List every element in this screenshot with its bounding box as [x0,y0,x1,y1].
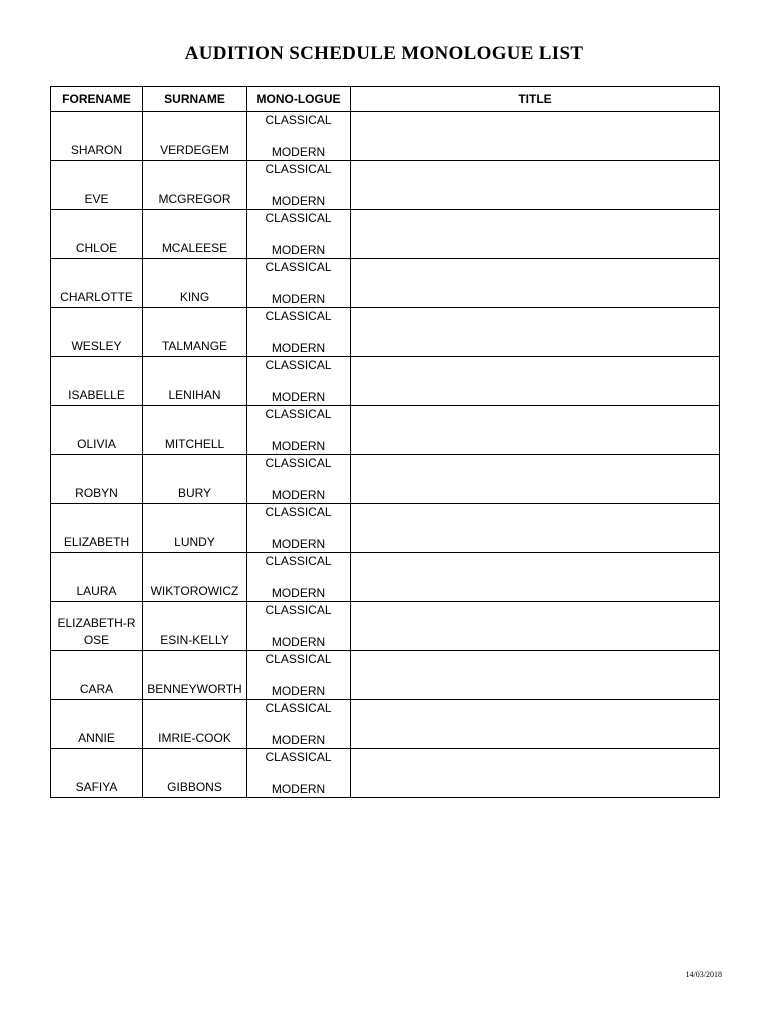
surname-text: BENNEYWORTH [147,682,242,696]
table-row [51,112,720,161]
modern-label: MODERN [271,243,326,257]
table-row [51,357,720,406]
surname-cell [143,210,247,259]
forename-cell [51,210,143,259]
title-cell [351,308,720,357]
table-row [51,308,720,357]
title-cell [351,602,720,651]
document-date: 14/03/2018 [685,970,722,979]
modern-label: MODERN [271,782,326,796]
forename-cell [51,602,143,651]
monologue-cell [247,602,351,651]
title-cell [351,259,720,308]
table-row [51,602,720,651]
table-row [51,504,720,553]
classical-label: CLASSICAL [265,309,332,323]
surname-text: LUNDY [174,535,215,549]
surname-text: ESIN-KELLY [160,633,229,647]
monologue-cell [247,308,351,357]
surname-text: GIBBONS [167,780,222,794]
monologue-cell [247,749,351,798]
classical-label: CLASSICAL [265,554,332,568]
title-cell [351,504,720,553]
monologue-cell [247,210,351,259]
surname-text: BURY [177,486,212,500]
table-body [51,112,720,798]
forename-text: SAFIYA [75,780,118,794]
surname-cell [143,504,247,553]
classical-label: CLASSICAL [265,113,332,127]
table-row [51,749,720,798]
monologue-header: MONO-LOGUE [247,87,351,112]
surname-header: SURNAME [143,87,247,112]
classical-label: CLASSICAL [265,603,332,617]
forename-cell [51,161,143,210]
monologue-cell [247,455,351,504]
classical-label: CLASSICAL [265,505,332,519]
monologue-cell [247,259,351,308]
audition-schedule-table [50,86,720,798]
table-row [51,210,720,259]
modern-label: MODERN [271,635,326,649]
forename-cell [51,651,143,700]
title-cell [351,700,720,749]
title-cell [351,651,720,700]
forename-text: LAURA [76,584,117,598]
modern-label: MODERN [271,341,326,355]
forename-text: ROBYN [75,486,118,500]
surname-cell [143,651,247,700]
table-row [51,700,720,749]
title-cell [351,406,720,455]
surname-cell [143,308,247,357]
monologue-cell [247,112,351,161]
table-row [51,406,720,455]
surname-cell [143,357,247,406]
surname-text: TALMANGE [161,339,228,353]
surname-cell [143,602,247,651]
table-row [51,553,720,602]
forename-text: CARA [79,682,114,696]
classical-label: CLASSICAL [265,407,332,421]
surname-text: LENIHAN [168,388,221,402]
table-row [51,259,720,308]
page-title: AUDITION SCHEDULE MONOLOGUE LIST [184,43,584,64]
surname-cell [143,749,247,798]
modern-label: MODERN [271,684,326,698]
classical-label: CLASSICAL [265,701,332,715]
classical-label: CLASSICAL [265,211,332,225]
modern-label: MODERN [271,586,326,600]
modern-label: MODERN [271,145,326,159]
forename-text: ISABELLE [68,388,125,402]
forename-cell [51,308,143,357]
forename-text: WESLEY [71,339,122,353]
title-cell [351,210,720,259]
classical-label: CLASSICAL [265,652,332,666]
modern-label: MODERN [271,439,326,453]
table-header [51,87,720,112]
forename-text: CHLOE [75,241,118,255]
surname-cell [143,161,247,210]
forename-cell [51,504,143,553]
forename-cell [51,749,143,798]
modern-label: MODERN [271,537,326,551]
title-cell [351,112,720,161]
modern-label: MODERN [271,292,326,306]
title-cell [351,455,720,504]
title-cell [351,749,720,798]
forename-text: OLIVIA [77,437,116,451]
table-row [51,161,720,210]
surname-cell [143,700,247,749]
classical-label: CLASSICAL [265,750,332,764]
monologue-cell [247,700,351,749]
monologue-cell [247,504,351,553]
table-row [51,455,720,504]
surname-cell [143,259,247,308]
forename-cell [51,357,143,406]
modern-label: MODERN [271,390,326,404]
forename-text: ELIZABETH [63,535,130,549]
surname-text: VERDEGEM [160,143,229,157]
classical-label: CLASSICAL [265,456,332,470]
forename-cell [51,553,143,602]
forename-cell [51,700,143,749]
forename-text: ELIZABETH-ROSE [57,616,136,647]
surname-text: MITCHELL [164,437,225,451]
forename-cell [51,112,143,161]
forename-header: FORENAME [51,87,143,112]
surname-cell [143,553,247,602]
forename-text: CHARLOTTE [60,290,133,304]
forename-cell [51,455,143,504]
surname-text: MCGREGOR [158,192,231,206]
surname-text: IMRIE-COOK [158,731,231,745]
forename-cell [51,406,143,455]
surname-text: KING [179,290,210,304]
modern-label: MODERN [271,194,326,208]
classical-label: CLASSICAL [265,260,332,274]
surname-cell [143,112,247,161]
title-cell [351,161,720,210]
monologue-cell [247,406,351,455]
forename-cell [51,259,143,308]
forename-text: SHARON [70,143,123,157]
surname-cell [143,406,247,455]
monologue-cell [247,357,351,406]
classical-label: CLASSICAL [265,162,332,176]
title-header: TITLE [351,87,720,112]
title-cell [351,357,720,406]
modern-label: MODERN [271,733,326,747]
modern-label: MODERN [271,488,326,502]
surname-text: MCALEESE [161,241,228,255]
title-cell [351,553,720,602]
monologue-cell [247,553,351,602]
monologue-cell [247,651,351,700]
monologue-cell [247,161,351,210]
forename-text: ANNIE [78,731,115,745]
surname-text: WIKTOROWICZ [150,584,239,598]
header-row [51,87,720,112]
table-row [51,651,720,700]
forename-text: EVE [84,192,109,206]
surname-cell [143,455,247,504]
classical-label: CLASSICAL [265,358,332,372]
